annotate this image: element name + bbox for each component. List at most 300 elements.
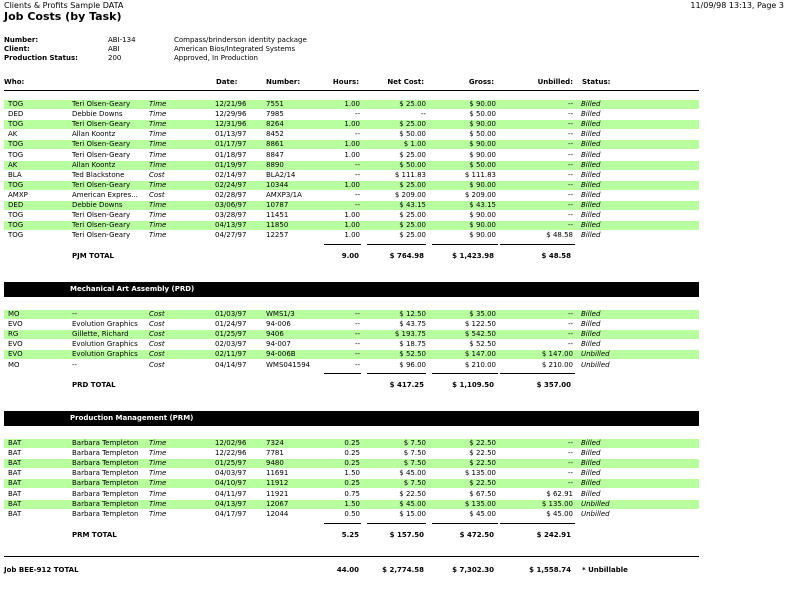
cell-num: 7551: [266, 100, 284, 108]
cell-num: AMXP3/1A: [266, 190, 302, 199]
cell-type: Cost: [149, 170, 165, 179]
table-row: [4, 479, 699, 488]
cell-st: Billed: [581, 449, 601, 458]
cell-name: Gillette, Richard: [72, 330, 129, 339]
table-row: [4, 500, 699, 509]
cell-st: Billed: [581, 201, 601, 209]
cell-unb: --: [567, 459, 573, 468]
cell-date: 01/19/97: [215, 160, 247, 169]
section-total-unbilled: $ 48.58: [541, 252, 571, 260]
status-description: Approved, In Production: [174, 54, 258, 62]
cell-name: Teri Olsen-Geary: [72, 180, 131, 189]
cell-unb: --: [567, 120, 573, 129]
cell-type: Cost: [149, 190, 165, 199]
cell-type: Time: [149, 100, 167, 108]
cell-hrs: --: [354, 170, 360, 179]
cell-unb: --: [567, 439, 573, 447]
cell-date: 12/02/96: [215, 439, 247, 447]
cell-net: $ 15.00: [399, 509, 426, 518]
cell-type: Time: [149, 110, 167, 119]
cell-gross: $ 90.00: [469, 120, 496, 129]
section-total-net: $ 157.50: [389, 531, 424, 539]
cell-net: $ 111.83: [394, 170, 426, 179]
cell-net: $ 25.00: [399, 231, 426, 240]
cell-hrs: --: [354, 340, 360, 349]
cell-type: Cost: [149, 330, 165, 339]
cell-st: Billed: [581, 489, 601, 498]
cell-who: TOG: [8, 231, 24, 240]
cell-gross: $ 90.00: [469, 180, 496, 189]
cell-num: 11912: [266, 479, 289, 488]
table-row: [4, 459, 699, 468]
cell-unb: --: [567, 130, 573, 139]
cell-date: 01/18/97: [215, 150, 247, 159]
cell-st: Unbilled: [581, 509, 610, 518]
date-page-stamp: 11/09/98 13:13, Page 3: [690, 1, 784, 10]
cell-num: 12257: [266, 231, 289, 240]
cell-st: Billed: [581, 190, 601, 199]
subtotal-rule: [500, 523, 575, 524]
cell-type: Time: [149, 509, 167, 518]
section-total-gross: $ 472.50: [459, 531, 494, 539]
table-row: [4, 120, 699, 129]
cell-hrs: 1.00: [344, 140, 360, 149]
cell-num: 12044: [266, 509, 289, 518]
cell-unb: --: [567, 160, 573, 169]
cell-net: $ 52.50: [399, 350, 426, 359]
cell-hrs: --: [354, 201, 360, 209]
cell-who: BAT: [8, 439, 22, 447]
cell-st: Billed: [581, 320, 601, 329]
cell-type: Cost: [149, 320, 165, 329]
cell-name: Barbara Templeton: [72, 459, 139, 468]
cell-who: EVO: [8, 350, 23, 359]
cell-who: EVO: [8, 320, 23, 329]
cell-net: $ 25.00: [399, 150, 426, 159]
cell-unb: $ 210.00: [541, 360, 573, 369]
cell-type: Cost: [149, 350, 165, 359]
cell-hrs: 0.25: [344, 479, 360, 488]
table-row: [4, 350, 699, 359]
table-row: [4, 100, 699, 109]
cell-hrs: 1.00: [344, 180, 360, 189]
cell-st: Billed: [581, 221, 601, 230]
cell-name: Ted Blackstone: [72, 170, 125, 179]
cell-name: Allan Koontz: [72, 130, 116, 139]
table-row: [4, 140, 699, 149]
section-title: Production Management (PRM): [70, 414, 194, 422]
cell-hrs: 1.00: [344, 100, 360, 108]
cell-unb: --: [567, 469, 573, 478]
cell-net: $ 209.00: [394, 190, 426, 199]
status-label: Production Status:: [4, 54, 78, 62]
cell-st: Billed: [581, 180, 601, 189]
status-code: 200: [108, 54, 122, 62]
header-rule: [4, 90, 699, 91]
cell-name: Debbie Downs: [72, 110, 123, 119]
cell-unb: --: [567, 330, 573, 339]
cell-who: BLA: [8, 170, 22, 179]
table-row: [4, 469, 699, 478]
cell-who: BAT: [8, 509, 22, 518]
cell-net: $ 45.00: [399, 499, 426, 508]
cell-num: WMS1/3: [266, 310, 295, 318]
subtotal-rule: [324, 244, 361, 245]
cell-num: 94-007: [266, 340, 291, 349]
client-label: Client:: [4, 45, 30, 53]
section-total-net: $ 764.98: [389, 252, 424, 260]
cell-gross: $ 90.00: [469, 100, 496, 108]
table-row: [4, 231, 699, 240]
table-row: [4, 320, 699, 329]
cell-hrs: 0.50: [344, 509, 360, 518]
cell-who: TOG: [8, 150, 24, 159]
cell-hrs: 1.00: [344, 231, 360, 240]
cell-hrs: 1.00: [344, 221, 360, 230]
cell-name: Evolution Graphics: [72, 340, 138, 349]
cell-hrs: --: [354, 350, 360, 359]
cell-name: Teri Olsen-Geary: [72, 120, 131, 129]
cell-unb: --: [567, 320, 573, 329]
cell-net: $ 193.75: [394, 330, 426, 339]
cell-unb: --: [567, 340, 573, 349]
cell-gross: $ 67.50: [469, 489, 496, 498]
table-row: [4, 181, 699, 190]
cell-date: 03/06/97: [215, 201, 247, 209]
cell-unb: $ 135.00: [541, 499, 573, 508]
table-row: [4, 191, 699, 200]
cell-name: Barbara Templeton: [72, 439, 139, 447]
cell-st: Billed: [581, 130, 601, 139]
cell-name: Teri Olsen-Geary: [72, 100, 131, 108]
subtotal-rule: [432, 373, 498, 374]
cell-net: $ 7.50: [403, 439, 426, 447]
cell-net: $ 43.15: [399, 201, 426, 209]
brand-label: Clients & Profits Sample DATA: [4, 1, 124, 10]
job-description: Compass/brinderson identity package: [174, 36, 307, 44]
cell-num: 8264: [266, 120, 284, 129]
cell-unb: --: [567, 140, 573, 149]
cell-hrs: 1.00: [344, 211, 360, 220]
cell-date: 04/03/97: [215, 469, 247, 478]
cell-num: 8452: [266, 130, 284, 139]
section-total-hours: 5.25: [341, 531, 359, 539]
table-row: [4, 221, 699, 230]
cell-type: Time: [149, 459, 167, 468]
cell-unb: --: [567, 150, 573, 159]
table-row: [4, 340, 699, 349]
col-header-who: Who:: [4, 78, 25, 86]
cell-name: Teri Olsen-Geary: [72, 150, 131, 159]
cell-who: AK: [8, 130, 18, 139]
table-row: [4, 171, 699, 180]
subtotal-rule: [324, 523, 361, 524]
table-row: [4, 449, 699, 458]
col-header-date: Date:: [216, 78, 238, 86]
cell-st: Billed: [581, 120, 601, 129]
table-row: [4, 130, 699, 139]
cell-gross: $ 90.00: [469, 140, 496, 149]
cell-hrs: --: [354, 130, 360, 139]
cell-net: $ 25.00: [399, 180, 426, 189]
cell-gross: $ 209.00: [464, 190, 496, 199]
cell-unb: --: [567, 479, 573, 488]
cell-unb: --: [567, 180, 573, 189]
grand-total-note: * Unbillable: [582, 566, 628, 574]
cell-name: Teri Olsen-Geary: [72, 140, 131, 149]
cell-name: Barbara Templeton: [72, 469, 139, 478]
table-row: [4, 151, 699, 160]
section-header-bar: [4, 282, 699, 297]
cell-num: 12067: [266, 499, 289, 508]
cell-net: $ 25.00: [399, 120, 426, 129]
col-header-net-cost: Net Cost:: [387, 78, 424, 86]
grand-total-gross: $ 7,302.30: [452, 566, 494, 574]
cell-gross: $ 90.00: [469, 211, 496, 220]
cell-hrs: --: [354, 360, 360, 369]
cell-type: Time: [149, 221, 167, 230]
cell-hrs: --: [354, 110, 360, 119]
cell-date: 04/13/97: [215, 499, 247, 508]
cell-gross: $ 90.00: [469, 150, 496, 159]
cell-name: Teri Olsen-Geary: [72, 231, 131, 240]
cell-date: 12/21/96: [215, 100, 247, 108]
section-total-gross: $ 1,109.50: [452, 381, 494, 389]
cell-who: BAT: [8, 449, 22, 458]
cell-date: 02/03/97: [215, 340, 247, 349]
cell-hrs: 1.00: [344, 150, 360, 159]
cell-net: $ 7.50: [403, 449, 426, 458]
cell-st: Billed: [581, 330, 601, 339]
cell-type: Time: [149, 201, 167, 209]
cell-net: $ 50.00: [399, 130, 426, 139]
cell-who: BAT: [8, 469, 22, 478]
cell-gross: $ 45.00: [469, 509, 496, 518]
cell-date: 01/17/97: [215, 140, 247, 149]
cell-name: --: [72, 310, 78, 318]
cell-net: $ 18.75: [399, 340, 426, 349]
cell-name: --: [72, 360, 78, 369]
cell-hrs: --: [354, 160, 360, 169]
cell-st: Billed: [581, 211, 601, 220]
cell-date: 04/27/97: [215, 231, 247, 240]
col-header-number: Number:: [266, 78, 301, 86]
subtotal-rule: [367, 373, 426, 374]
cell-date: 12/29/96: [215, 110, 247, 119]
cell-st: Billed: [581, 340, 601, 349]
col-header-hours: Hours:: [332, 78, 359, 86]
section-header-bar: [4, 411, 699, 426]
cell-hrs: --: [354, 330, 360, 339]
table-row: [4, 330, 699, 339]
cell-name: Barbara Templeton: [72, 479, 139, 488]
subtotal-rule: [367, 523, 426, 524]
grand-total-hours: 44.00: [336, 566, 359, 574]
cell-st: Billed: [581, 140, 601, 149]
cell-name: Barbara Templeton: [72, 489, 139, 498]
table-row: [4, 211, 699, 220]
cell-num: 10787: [266, 201, 289, 209]
table-row: [4, 510, 699, 519]
cell-name: Teri Olsen-Geary: [72, 221, 131, 230]
cell-net: --: [420, 110, 426, 119]
cell-num: WMS041594: [266, 360, 311, 369]
table-row: [4, 161, 699, 170]
cell-unb: --: [567, 170, 573, 179]
col-header-status: Status:: [582, 78, 611, 86]
cell-gross: $ 50.00: [469, 130, 496, 139]
cell-type: Time: [149, 180, 167, 189]
cell-num: 10344: [266, 180, 289, 189]
section-total-unbilled: $ 242.91: [536, 531, 571, 539]
section-title: Mechanical Art Assembly (PRD): [70, 285, 195, 293]
cell-num: 94-006B: [266, 350, 296, 359]
cell-net: $ 25.00: [399, 221, 426, 230]
cell-type: Time: [149, 469, 167, 478]
cell-hrs: 1.50: [344, 469, 360, 478]
col-header-unbilled: Unbilled:: [537, 78, 573, 86]
cell-who: DED: [8, 110, 24, 119]
cell-type: Time: [149, 211, 167, 220]
section-total-hours: 9.00: [341, 252, 359, 260]
cell-who: EVO: [8, 340, 23, 349]
table-row: [4, 201, 699, 210]
table-row: [4, 439, 699, 448]
cell-who: TOG: [8, 211, 24, 220]
cell-st: Billed: [581, 459, 601, 468]
cell-name: Teri Olsen-Geary: [72, 211, 131, 220]
cell-st: Billed: [581, 479, 601, 488]
table-row: [4, 310, 699, 319]
cell-name: Evolution Graphics: [72, 350, 138, 359]
cell-who: TOG: [8, 100, 24, 108]
cell-gross: $ 210.00: [464, 360, 496, 369]
cell-type: Time: [149, 130, 167, 139]
cell-st: Unbilled: [581, 499, 610, 508]
cell-st: Billed: [581, 100, 601, 108]
cell-unb: $ 147.00: [541, 350, 573, 359]
cell-num: 11850: [266, 221, 289, 230]
grand-total-label: Job BEE-912 TOTAL: [4, 566, 79, 574]
report-title: Job Costs (by Task): [4, 10, 122, 23]
cell-gross: $ 50.00: [469, 110, 496, 119]
cell-who: MO: [8, 360, 20, 369]
cell-num: 8861: [266, 140, 284, 149]
cell-name: American Expres...: [72, 190, 138, 199]
cell-gross: $ 135.00: [464, 499, 496, 508]
cell-num: 8847: [266, 150, 284, 159]
cell-num: 8890: [266, 160, 284, 169]
cell-st: Billed: [581, 310, 601, 318]
cell-gross: $ 111.83: [464, 170, 496, 179]
cell-name: Evolution Graphics: [72, 320, 138, 329]
cell-num: 11691: [266, 469, 289, 478]
cell-date: 01/25/97: [215, 459, 247, 468]
cell-num: 7324: [266, 439, 284, 447]
subtotal-rule: [500, 244, 575, 245]
cell-gross: $ 135.00: [464, 469, 496, 478]
cell-unb: --: [567, 449, 573, 458]
cell-date: 12/22/96: [215, 449, 247, 458]
cell-st: Billed: [581, 469, 601, 478]
cell-date: 02/14/97: [215, 170, 247, 179]
cell-type: Cost: [149, 360, 165, 369]
cell-unb: --: [567, 100, 573, 108]
cell-unb: $ 62.91: [546, 489, 573, 498]
cell-net: $ 50.00: [399, 160, 426, 169]
cell-num: 9480: [266, 459, 284, 468]
client-code: ABI: [108, 45, 120, 53]
table-row: [4, 110, 699, 119]
cell-type: Cost: [149, 340, 165, 349]
cell-st: Unbilled: [581, 350, 610, 359]
cell-num: 11921: [266, 489, 289, 498]
cell-unb: --: [567, 110, 573, 119]
cell-type: Cost: [149, 310, 165, 318]
cell-type: Time: [149, 160, 167, 169]
cell-who: TOG: [8, 221, 24, 230]
cell-num: 11451: [266, 211, 289, 220]
cell-unb: --: [567, 221, 573, 230]
cell-gross: $ 22.50: [469, 459, 496, 468]
cell-net: $ 25.00: [399, 100, 426, 108]
cell-net: $ 12.50: [399, 310, 426, 318]
cell-who: TOG: [8, 120, 24, 129]
col-header-gross: Gross:: [468, 78, 494, 86]
cell-who: TOG: [8, 140, 24, 149]
job-number: ABI-134: [108, 36, 136, 44]
cell-gross: $ 122.50: [464, 320, 496, 329]
table-row: [4, 361, 699, 370]
cell-hrs: 0.25: [344, 449, 360, 458]
cell-date: 01/25/97: [215, 330, 247, 339]
cell-hrs: --: [354, 320, 360, 329]
cell-st: Billed: [581, 160, 601, 169]
cell-date: 04/13/97: [215, 221, 247, 230]
cell-hrs: 1.00: [344, 120, 360, 129]
cell-net: $ 25.00: [399, 211, 426, 220]
cell-name: Allan Koontz: [72, 160, 116, 169]
cell-hrs: --: [354, 190, 360, 199]
cell-gross: $ 22.50: [469, 449, 496, 458]
cell-net: $ 1.00: [403, 140, 426, 149]
cell-gross: $ 90.00: [469, 231, 496, 240]
cell-gross: $ 50.00: [469, 160, 496, 169]
cell-num: 94-006: [266, 320, 291, 329]
cell-type: Time: [149, 479, 167, 488]
table-row: [4, 490, 699, 499]
cell-st: Billed: [581, 150, 601, 159]
cell-date: 04/14/97: [215, 360, 247, 369]
client-name: American Bios/Integrated Systems: [174, 45, 296, 53]
cell-st: Billed: [581, 439, 601, 447]
cell-hrs: 0.25: [344, 459, 360, 468]
cell-type: Time: [149, 120, 167, 129]
cell-net: $ 96.00: [399, 360, 426, 369]
section-total-unbilled: $ 357.00: [536, 381, 571, 389]
cell-name: Debbie Downs: [72, 201, 123, 209]
cell-date: 01/13/97: [215, 130, 247, 139]
cell-who: BAT: [8, 499, 22, 508]
section-total-net: $ 417.25: [389, 381, 424, 389]
cell-type: Time: [149, 439, 167, 447]
cell-who: BAT: [8, 459, 22, 468]
cell-gross: $ 52.50: [469, 340, 496, 349]
cell-st: Billed: [581, 231, 601, 240]
cell-type: Time: [149, 140, 167, 149]
cell-who: AMXP: [8, 190, 28, 199]
cell-date: 04/17/97: [215, 509, 247, 518]
